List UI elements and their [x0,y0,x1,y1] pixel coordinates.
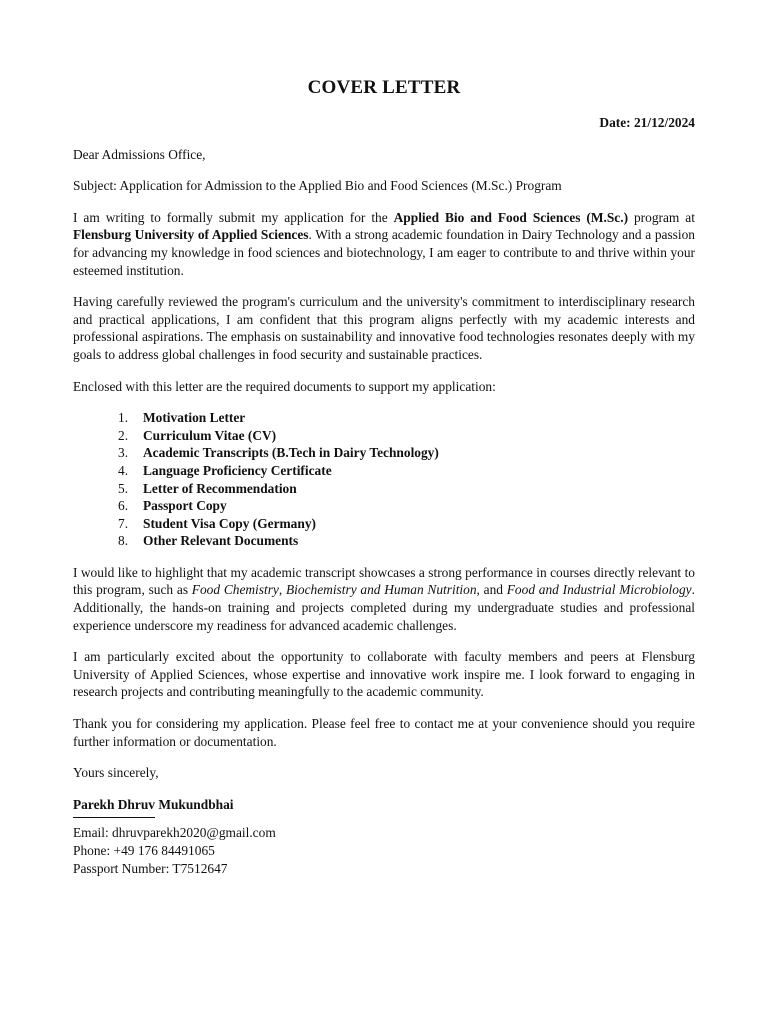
course-biochemistry: Biochemistry and Human Nutrition [285,582,477,598]
collaboration-paragraph: I am particularly excited about the opportunity to collaborate with faculty members and peers at Flensburg University of Applied Sciences, whose expertise and innovative work inspire me. I look forward to engaging in research projects and contributing meaningfully to the academic community. [73,649,695,700]
list-item [73,427,695,445]
curriculum-paragraph: Having carefully reviewed the program's curriculum and the university's commitment to interdisciplinary research and practical applications, I am confident that this program aligns perfectly with my academic interests and professional aspirations. The emphasis on sustainability and innovative food technologies resonates deeply with my goals to address global challenges in food security and sustainable practices. [73,294,695,362]
signature-underline [73,817,155,818]
intro-text-2: program at [628,209,695,225]
signature-name: Parekh Dhruv Mukundbhai [73,796,234,812]
transcript-text-3: , and [476,582,507,598]
list-item-number: 1. [118,410,129,426]
university-name: Flensburg University of Applied Sciences [73,227,309,243]
list-item-number: 6. [118,498,129,514]
program-name: Applied Bio and Food Sciences (M.Sc.) [393,209,629,225]
list-item-number: 5. [118,480,129,496]
intro-text-3: . With a strong academic foundation in Dairy Technology and a passion for advancing my knowledge in food sciences and biotechnology, I am eager to contribute to and thrive within your esteemed institution. [73,227,695,278]
list-item-label: Curriculum Vitae (CV) [143,427,277,443]
transcript-paragraph [73,564,695,634]
course-food-chemistry: Food Chemistry [191,582,279,598]
list-item [73,444,695,462]
list-item [73,409,695,427]
contact-phone: Phone: +49 176 84491065 [73,843,215,858]
list-item-number: 7. [118,515,129,531]
letter-date: Date: 21/12/2024 [599,115,695,130]
list-item [73,462,695,480]
list-item [73,497,695,515]
list-item-label: Student Visa Copy (Germany) [143,515,316,531]
course-microbiology: Food and Industrial Microbiology [506,582,692,598]
list-item-label: Letter of Recommendation [143,480,297,496]
salutation: Dear Admissions Office, [73,146,206,162]
list-item-label: Passport Copy [143,498,227,514]
thank-you-paragraph: Thank you for considering my application. Please feel free to contact me at your convenience should you require further information or documentation. [73,716,695,749]
list-item [73,532,695,550]
list-item-number: 4. [118,462,129,478]
enclosed-intro: Enclosed with this letter are the required documents to support my application: [73,378,496,394]
subject-line: Subject: Application for Admission to the Applied Bio and Food Sciences (M.Sc.) Program [73,178,562,194]
contact-passport: Passport Number: T7512647 [73,860,228,876]
document-title: COVER LETTER [307,77,461,98]
list-item-label: Academic Transcripts (B.Tech in Dairy Technology) [143,445,439,461]
intro-paragraph [73,209,695,279]
transcript-text-4: . Additionally, the hands-on training and projects completed during my undergraduate studies and professional experience underscore my readiness for advanced academic challenges. [73,582,695,633]
list-item-label: Language Proficiency Certificate [143,462,332,478]
list-item [73,480,695,498]
cover-letter-page [73,76,695,877]
list-item-number: 8. [118,533,129,549]
closing: Yours sincerely, [73,765,159,781]
list-item-label: Motivation Letter [143,410,246,426]
list-item-number: 2. [118,427,129,443]
contact-email: Email: dhruvparekh2020@gmail.com [73,825,276,841]
contact-block [73,824,695,877]
list-item-number: 3. [118,445,129,461]
documents-list [73,409,695,550]
list-item-label: Other Relevant Documents [143,533,299,549]
list-item [73,515,695,533]
intro-text-1: I am writing to formally submit my application for the [73,209,394,225]
transcript-text-1: I would like to highlight that my academic transcript showcases a strong performance in courses directly relevant to this program, such as [73,564,695,598]
transcript-text-2: , [278,582,286,598]
